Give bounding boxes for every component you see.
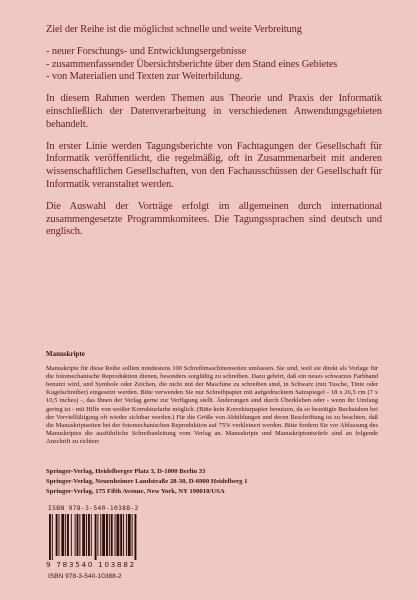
manuscripts-section — [46, 350, 378, 446]
isbn-label-top: ISBN 978-3-540-10388-2 — [48, 505, 139, 512]
intro-list-item: - neuer Forschungs- und Entwicklungsergebnisse — [46, 45, 247, 57]
address-line: Springer-Verlag, 175 Fifth Avenue, New York, NY 190010/USA — [46, 488, 225, 496]
manuscripts-body: Manuskripte für diese Reihe sollten mindestens 100 Schreibmaschinenseiten umfassen. Sie sind, weil sie direkt als Vorlage für die fotomechanische Reproduktion dienen, besonders sorgfältig zu schreiben. Dazu gehört, daß ein neues schwarzes Farbband benutzt wird, und Symbole oder Zeichen, die nicht mit der Maschine zu schreiben sind, in Schwarz (mit Tusche, Tinte oder Kugelschreiber) eingesetzt werden. Bitte verwenden Sie nur Schreibpapier mit aufgedrucktem Satzspiegel - 18 x 26,5 cm (7 x 10,5 inches) -, das Ihnen der Verlag gerne zur Verfügung stellt. Änderungen sind durch Überkleben oder - wenn ihr Umfang gering ist - mit Hilfe von weißer Korrekturfarbe möglich. (Bitte kein Korrekturpapier benutzen, da so beseitigte Buchstaben bei der Vervielfältigung oft wieder sichtbar werden.) Für die Größe von Abbildungen und deren Beschriftung ist zu beachten, daß die Manuskriptseiten bei der fotomechanischen Reproduktion auf 75% verkleinert werden. Bitte fordern Sie vor Abfassung des Manuskriptes die ausführliche Schreibanleitung vom Verlag an. Manuskripte und Manuskriptentwürfe sind an folgende Anschrift zu richten: — [46, 365, 378, 445]
publisher-addresses — [46, 467, 378, 498]
barcode-image — [48, 514, 168, 560]
barcode-number: 9 783540 103882 — [46, 560, 136, 569]
intro-list — [46, 46, 382, 84]
intro-list-item: - von Materialien und Texten zur Weiterbildung. — [46, 71, 243, 83]
intro-paragraph: In erster Linie werden Tagungsberichte von Fachtagungen der Gesellschaft für Informatik veröffentlicht, die regelmäßig, oft in Zusammenarbeit mit anderen wissenschaftlichen Gesellschaften, von den Fachausschüssen der Gesellschaft für Informatik veranstaltet werden. — [46, 140, 382, 190]
manuscripts-heading: Manuskripte — [46, 350, 85, 358]
address-line: Springer-Verlag, Heidelberger Platz 3, D-1000 Berlin 33 — [46, 468, 206, 475]
intro-paragraph: In diesem Rahmen werden Themen aus Theorie und Praxis der Informatik einschließlich der Datenverarbeitung in verschiedenen Anwendungsgebieten behandelt. — [46, 93, 382, 130]
series-description — [46, 24, 382, 248]
intro-paragraph: Die Auswahl der Vorträge erfolgt im allgemeinen durch international zusammengesetzte Programmkomitees. Die Tagungssprachen sind deutsch und englisch. — [46, 200, 382, 238]
address-line: Springer-Verlag, Neuenheimer Landstraße 28-30, D-6900 Heidelberg 1 — [46, 478, 248, 486]
isbn-label-bottom: ISBN 978-3-540-10388-2 — [48, 573, 122, 580]
intro-lead: Ziel der Reihe ist die möglichst schnelle und weite Verbreitung — [46, 24, 302, 35]
intro-list-item: - zusammenfassender Übersichtsberichte über den Stand eines Gebietes — [46, 58, 338, 70]
